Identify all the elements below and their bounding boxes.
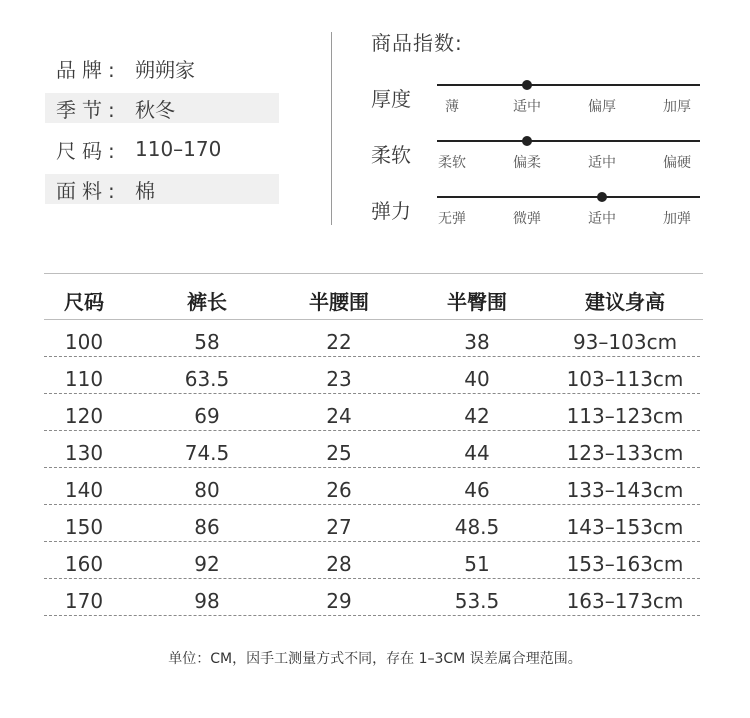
vertical-divider <box>331 32 332 225</box>
scale-line <box>437 196 700 198</box>
scale-name: 弹力 <box>371 199 411 223</box>
table-cell: 100 <box>64 330 104 354</box>
scale-line <box>437 140 700 142</box>
row-separator <box>44 430 700 431</box>
table-cell: 80 <box>194 478 220 502</box>
table-cell: 27 <box>326 515 352 539</box>
scale-dot <box>522 80 532 90</box>
table-cell: 110 <box>64 367 104 391</box>
row-separator <box>44 393 700 394</box>
scale-name: 厚度 <box>371 87 411 111</box>
info-row-brand <box>45 53 279 83</box>
table-cell: 23 <box>326 367 352 391</box>
scale-tick: 无弹 <box>438 211 466 227</box>
header-length: 裤长 <box>187 290 227 314</box>
table-cell: 113–123cm <box>566 404 684 428</box>
row-separator <box>44 541 700 542</box>
info-label: 品牌: <box>56 57 121 82</box>
table-cell: 92 <box>194 552 220 576</box>
scale-tick: 薄 <box>445 99 459 115</box>
table-cell: 130 <box>64 441 104 465</box>
scale-tick: 适中 <box>588 155 616 171</box>
scale-tick: 柔软 <box>438 155 466 171</box>
header-waist: 半腰围 <box>309 290 369 314</box>
scale-tick: 偏硬 <box>663 155 691 171</box>
row-separator <box>44 467 700 468</box>
info-value: 110–170 <box>135 137 222 161</box>
table-cell: 58 <box>194 330 220 354</box>
info-value: 秋冬 <box>135 97 175 122</box>
scale-tick: 适中 <box>588 211 616 227</box>
info-label: 季节: <box>56 97 121 122</box>
table-cell: 42 <box>464 404 490 428</box>
table-cell: 44 <box>464 441 490 465</box>
info-value: 棉 <box>135 178 155 203</box>
table-cell: 86 <box>194 515 220 539</box>
table-cell: 53.5 <box>454 589 500 613</box>
scale-tick: 微弹 <box>513 211 541 227</box>
scale-line <box>437 84 700 86</box>
info-label: 面料: <box>56 178 121 203</box>
table-cell: 26 <box>326 478 352 502</box>
info-row-fabric <box>45 174 279 204</box>
scale-tick: 加弹 <box>663 211 691 227</box>
info-label: 尺码: <box>56 138 121 163</box>
scale-dot <box>522 136 532 146</box>
scale-tick: 加厚 <box>663 99 691 115</box>
index-title: 商品指数: <box>371 31 463 55</box>
table-cell: 63.5 <box>184 367 230 391</box>
table-cell: 160 <box>64 552 104 576</box>
table-header-border <box>44 319 703 320</box>
table-cell: 40 <box>464 367 490 391</box>
table-cell: 170 <box>64 589 104 613</box>
info-value: 朔朔家 <box>135 57 195 82</box>
table-cell: 38 <box>464 330 490 354</box>
table-cell: 153–163cm <box>566 552 684 576</box>
table-cell: 25 <box>326 441 352 465</box>
table-cell: 22 <box>326 330 352 354</box>
scale-name: 柔软 <box>371 143 411 167</box>
scale-tick: 偏柔 <box>513 155 541 171</box>
table-cell: 120 <box>64 404 104 428</box>
table-cell: 123–133cm <box>566 441 684 465</box>
table-cell: 48.5 <box>454 515 500 539</box>
table-cell: 103–113cm <box>566 367 684 391</box>
table-cell: 69 <box>194 404 220 428</box>
row-separator <box>44 578 700 579</box>
table-top-border <box>44 273 703 274</box>
table-cell: 46 <box>464 478 490 502</box>
scale-dot <box>597 192 607 202</box>
table-cell: 93–103cm <box>572 330 678 354</box>
table-cell: 74.5 <box>184 441 230 465</box>
table-cell: 140 <box>64 478 104 502</box>
table-cell: 163–173cm <box>566 589 684 613</box>
table-cell: 51 <box>464 552 490 576</box>
table-cell: 29 <box>326 589 352 613</box>
footnote: 单位：CM，因手工测量方式不同，存在 1–3CM 误差属合理范围。 <box>168 651 582 667</box>
table-cell: 28 <box>326 552 352 576</box>
table-cell: 133–143cm <box>566 478 684 502</box>
header-hip: 半臀围 <box>447 290 507 314</box>
table-cell: 98 <box>194 589 220 613</box>
header-size: 尺码 <box>64 290 104 314</box>
info-row-season <box>45 93 279 123</box>
row-separator <box>44 504 700 505</box>
row-separator <box>44 356 700 357</box>
info-row-size <box>45 134 279 164</box>
row-separator <box>44 615 700 616</box>
header-height: 建议身高 <box>585 290 665 314</box>
scale-tick: 偏厚 <box>588 99 616 115</box>
table-cell: 150 <box>64 515 104 539</box>
table-cell: 24 <box>326 404 352 428</box>
scale-tick: 适中 <box>513 99 541 115</box>
table-cell: 143–153cm <box>566 515 684 539</box>
